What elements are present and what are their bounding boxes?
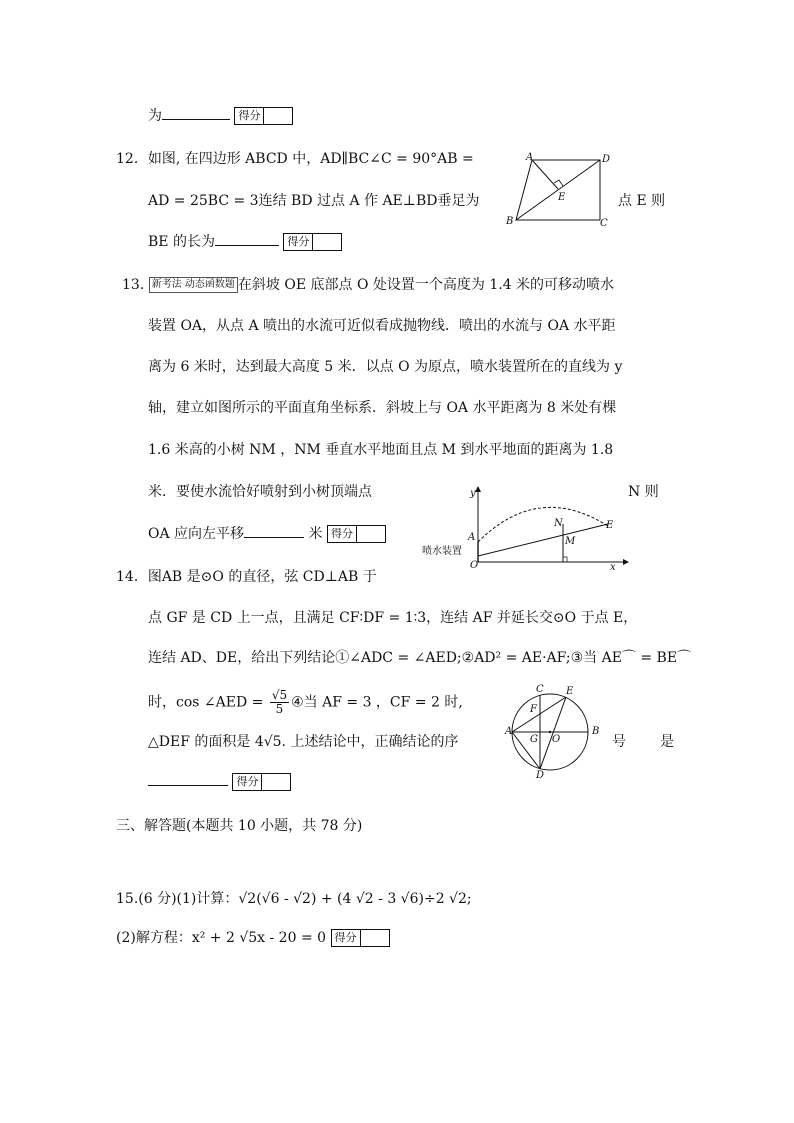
q14-line5b: 号 [612,734,626,750]
answer-blank[interactable] [244,537,304,538]
q12-line2a: AD = 25BC = 3连结 BD 过点 A 作 AE⊥BD垂足为 [148,193,480,209]
q11-tail: 为 得分 [148,106,293,126]
q13-line6b: N 则 [628,484,659,500]
label-B: B [506,216,514,227]
fraction: $\frac{√5}{5}$ [271,688,288,716]
q15-line2: (2)解方程：x² + 2 √5x - 20 = 0 得分 [116,928,390,948]
q12-line2b: 点 E 则 [618,193,666,209]
q13-line1: 13. 新考法 动态函数题 在斜坡 OE 底部点 O 处设置一个高度为 1.4 米的可移动喷水 [122,277,615,293]
label-C: C [600,218,608,229]
label-O: O [470,560,479,570]
question-tag: 新考法 动态函数题 [149,277,238,293]
q12-quadrilateral-figure [502,150,622,230]
score-box[interactable]: 得分 [232,773,291,791]
q12-line3: BE 的长为 得分 [148,232,342,252]
q14-line6 [148,772,291,792]
q14-line4: 时，cos ∠AED = $\frac{√5}{5}$ ④当 AF = 3 ，CF = 2 时, [148,688,463,716]
score-box[interactable]: 得分 [327,525,386,543]
label-M: M [565,536,576,547]
label-N: N [554,518,563,529]
answer-blank[interactable] [215,245,279,246]
q14-line3: 连结 AD、DE，给出下列结论①∠ADC = ∠AED;②AD² = AE·AF;③当 AE⌒ = BE⌒ [148,650,692,666]
q13-line4: 轴，建立如图所示的平面直角坐标系．斜坡上与 OA 水平距离为 8 米处有棵 [148,400,617,416]
answer-blank[interactable] [148,785,228,786]
q13-line5: 1.6 米高的小树 NM ，NM 垂直水平地面且点 M 到水平地面的距离为 1.8 [148,442,614,458]
q14-circle-figure [504,682,604,780]
label-A: A [468,532,476,543]
q13-sprinkler-figure [418,484,630,570]
label-D: D [536,770,545,780]
label-y: y [470,488,476,499]
label-A: A [505,726,513,737]
q13-line6a: 米．要使水流恰好喷射到小树顶端点 [148,484,372,500]
label-E: E [606,520,614,531]
label-x: x [610,562,616,570]
section-title: 三、解答题(本题共 10 小题，共 78 分) [116,818,363,834]
q14-line1: 14．图AB 是⊙O 的直径，弦 CD⊥AB 于 [116,569,377,585]
q13-line7: OA 应向左平移 米 得分 [148,524,386,544]
label-C: C [536,684,544,695]
q14-line5a: △DEF 的面积是 4√5. 上述结论中，正确结论的序 [148,734,459,750]
answer-blank[interactable] [162,119,230,120]
label-D: D [602,154,611,165]
q15-line1: 15.(6 分)(1)计算：√2(√6 - √2) + (4 √2 - 3 √6)÷2 √2; [116,891,472,907]
label-B: B [592,726,600,737]
q13-line2: 装置 OA，从点 A 喷出的水流可近似看成抛物线．喷出的水流与 OA 水平距 [148,318,616,334]
label-E: E [566,686,574,697]
q12-line1: 12．如图, 在四边形 ABCD 中，AD∥BC∠C = 90°AB = [116,151,474,167]
label-F: F [530,704,537,715]
label-G: G [530,734,538,745]
score-box[interactable]: 得分 [234,107,293,125]
label-O: O [552,734,561,745]
q14-line5c: 是 [660,734,674,750]
q14-line2: 点 GF 是 CD 上一点，且满足 CF∶DF = 1∶3，连结 AF 并延长交⊙O 于点 E， [148,610,638,626]
label-A: A [526,152,534,163]
score-box[interactable]: 得分 [331,929,390,947]
score-box[interactable]: 得分 [283,233,342,251]
label-E: E [558,192,566,203]
label-sprinkler: 喷水装置 [422,546,462,557]
q13-line3: 离为 6 米时，达到最大高度 5 米．以点 O 为原点，喷水装置所在的直线为 y [148,359,623,375]
